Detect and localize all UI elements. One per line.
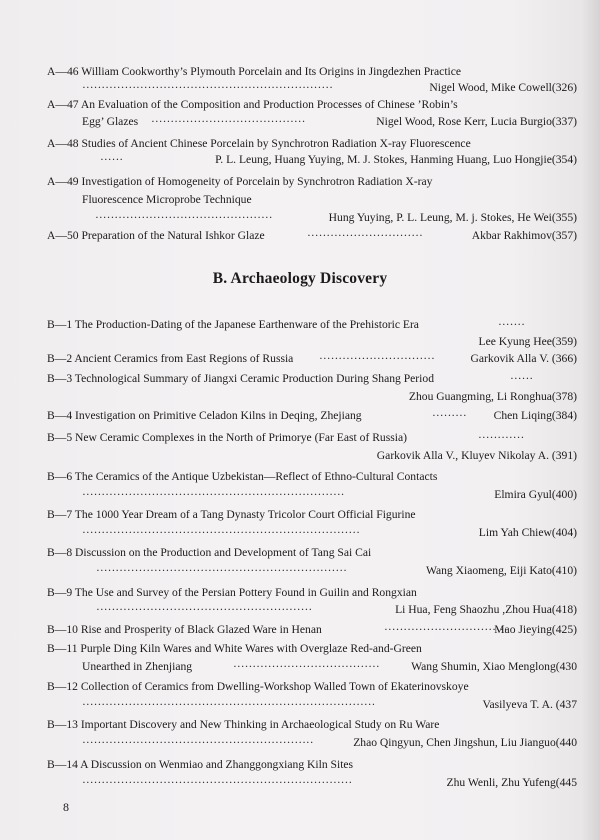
toc-entry-title-cont: Fluorescence Microprobe Technique — [82, 193, 252, 206]
toc-leader: ································································· — [96, 564, 347, 577]
toc-leader: ······································ — [233, 660, 380, 673]
toc-entry-title: B—5 New Ceramic Complexes in the North of Primorye (Far East of Russia) — [47, 431, 407, 444]
toc-entry-title: B—11 Purple Ding Kiln Wares and White Wares with Overglaze Red-and-Green — [47, 642, 422, 655]
toc-entry-title: A—48 Studies of Ancient Chinese Porcelain by Synchrotron Radiation X-ray Fluorescence — [47, 137, 471, 150]
toc-entry-title: B—2 Ancient Ceramics from East Regions of Russia — [47, 352, 294, 365]
toc-authors: Wang Xiaomeng, Eiji Kato(410) — [425, 564, 577, 577]
section-heading: B. Archaeology Discovery — [212, 270, 388, 287]
toc-leader: ···································································· — [82, 488, 345, 501]
toc-authors: Zhu Wenli, Zhu Yufeng(445 — [446, 776, 577, 789]
toc-leader: ································································· — [82, 81, 333, 94]
toc-leader: ······ — [510, 372, 534, 385]
page-number: 8 — [63, 800, 69, 814]
toc-leader: ········································································ — [82, 526, 360, 539]
toc-leader: ······························ — [319, 352, 435, 365]
toc-entry-title: B—6 The Ceramics of the Antique Uzbekistan—Reflect of Ethno-Cultural Contacts — [47, 470, 438, 483]
toc-authors: Lim Yah Chiew(404) — [478, 526, 577, 539]
toc-entry-title: B—7 The 1000 Year Dream of a Tang Dynasty Tricolor Court Official Figurine — [47, 508, 416, 521]
toc-entry-title: B—10 Rise and Prosperity of Black Glazed Ware in Henan — [47, 623, 322, 636]
toc-entry-title: B—13 Important Discovery and New Thinking in Archaeological Study on Ru Ware — [47, 718, 440, 731]
toc-authors: P. L. Leung, Huang Yuying, M. J. Stokes, Hanming Huang, Luo Hongjie(354) — [215, 153, 577, 166]
toc-authors: Elmira Gyul(400) — [494, 488, 577, 501]
toc-authors: Nigel Wood, Mike Cowell(326) — [429, 81, 577, 94]
toc-leader: ········································ — [151, 115, 306, 128]
toc-entry-title: B—14 A Discussion on Wenmiao and Zhanggongxiang Kiln Sites — [47, 758, 354, 771]
toc-authors: Mao Jieying(425) — [494, 623, 577, 636]
toc-leader: ································ — [384, 623, 508, 636]
toc-leader: ········· — [432, 409, 467, 422]
toc-leader: ······ — [100, 153, 124, 166]
page-edge-shadow — [582, 0, 600, 840]
toc-entry-title: B—8 Discussion on the Production and Development of Tang Sai Cai — [47, 546, 372, 559]
toc-entry-title: B—3 Technological Summary of Jiangxi Ceramic Production During Shang Period — [47, 372, 434, 385]
toc-authors: Hung Yuying, P. L. Leung, M. j. Stokes, He Wei(355) — [328, 211, 577, 224]
toc-leader: ············································································ — [82, 698, 376, 711]
toc-leader: ············ — [478, 431, 525, 444]
toc-entry-title: B—12 Collection of Ceramics from Dwelling-Workshop Walled Town of Ekaterinovskoye — [47, 680, 469, 693]
toc-authors: Li Hua, Feng Shaozhu ,Zhou Hua(418) — [395, 603, 577, 616]
toc-leader: ·············································· — [95, 211, 273, 224]
toc-leader: ······································································ — [82, 776, 353, 789]
toc-entry-title: A—49 Investigation of Homogeneity of Porcelain by Synchrotron Radiation X-ray — [47, 175, 433, 188]
toc-entry-title-cont: Egg’ Glazes — [82, 115, 139, 128]
toc-authors: Zhao Qingyun, Chen Jingshun, Liu Jianguo(440 — [353, 736, 577, 749]
toc-entry-title-cont: Unearthed in Zhenjiang — [82, 660, 193, 673]
toc-authors: Vasilyeva T. A. (437 — [482, 698, 577, 711]
toc-authors: Zhou Guangming, Li Ronghua(378) — [408, 390, 577, 403]
toc-authors: Lee Kyung Hee(359) — [478, 335, 577, 348]
toc-entry-title: A—50 Preparation of the Natural Ishkor Glaze — [47, 229, 265, 242]
toc-entry-title: B—4 Investigation on Primitive Celadon Kilns in Deqing, Zhejiang — [47, 409, 362, 422]
toc-authors: Akbar Rakhimov(357) — [471, 229, 577, 242]
toc-entry-title: A—46 William Cookworthy’s Plymouth Porcelain and Its Origins in Jingdezhen Practice — [47, 65, 462, 78]
toc-entry-title: A—47 An Evaluation of the Composition and Production Processes of Chinese ’Robin’s — [47, 98, 458, 111]
toc-leader: ························································ — [96, 603, 313, 616]
toc-authors: Garkovik Alla V. (366) — [470, 352, 577, 365]
toc-authors: Wang Shumin, Xiao Menglong(430 — [411, 660, 577, 673]
toc-leader: ···························································· — [82, 736, 314, 749]
toc-authors: Nigel Wood, Rose Kerr, Lucia Burgio(337) — [376, 115, 577, 128]
toc-authors: Chen Liqing(384) — [493, 409, 577, 422]
toc-entry-title: B—9 The Use and Survey of the Persian Pottery Found in Guilin and Rongxian — [47, 586, 417, 599]
toc-leader: ······· — [498, 318, 526, 331]
toc-entry-title: B—1 The Production-Dating of the Japanese Earthenware of the Prehistoric Era — [47, 318, 419, 331]
toc-leader: ······························ — [307, 229, 423, 242]
toc-authors: Garkovik Alla V., Kluyev Nikolay A. (391) — [376, 449, 577, 462]
